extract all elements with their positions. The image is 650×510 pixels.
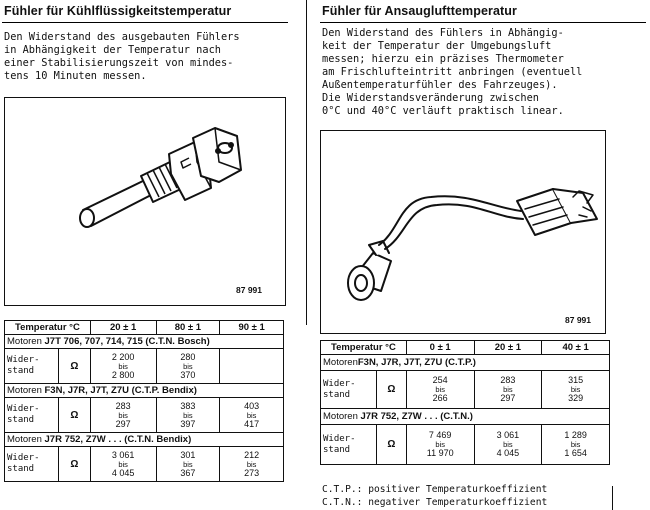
engine-label	[5, 335, 284, 349]
engine-row	[5, 335, 284, 349]
temp-col-header: 80 ± 1	[156, 321, 220, 335]
temperature-header: Temperatur °C	[5, 321, 91, 335]
engine-codes: J7R 752, Z7W . . . (C.T.N.)	[360, 411, 473, 422]
ohm-unit: Ω	[58, 447, 90, 482]
engine-prefix: Motoren	[323, 357, 358, 368]
engine-row	[5, 433, 284, 447]
engine-codes: J7T 706, 707, 714, 715 (C.T.N. Bosch)	[44, 336, 210, 347]
resistance-row	[5, 447, 284, 482]
left-para-line: einer Stabilisierungszeit von mindes-	[4, 57, 234, 69]
temp-col-header: 20 ± 1	[474, 341, 542, 355]
temp-col-header: 40 ± 1	[542, 341, 610, 355]
resistance-value: 280 bis 370	[156, 349, 220, 384]
coolant-sensor-table	[4, 320, 284, 482]
left-para-line: Den Widerstand des ausgebauten Fühlers	[4, 31, 240, 43]
label-line: stand	[7, 366, 35, 376]
resistance-label	[5, 447, 59, 482]
resistance-row	[321, 425, 610, 465]
label-line: Wider-	[7, 453, 40, 463]
engine-codes: F3N, J7R, J7T, Z7U (C.T.P. Bendix)	[44, 385, 197, 396]
label-line: stand	[323, 389, 351, 400]
air-sensor-table	[320, 340, 610, 465]
left-paragraph	[4, 31, 240, 83]
engine-prefix: Motoren	[323, 411, 361, 422]
engine-row	[5, 384, 284, 398]
footnote-ctn: C.T.N.: negativer Temperaturkoeffizient	[322, 497, 548, 508]
resistance-row	[321, 371, 610, 409]
resistance-value: 315 bis 329	[542, 371, 610, 409]
resistance-value: 283 bis 297	[90, 398, 156, 433]
resistance-label	[321, 371, 377, 409]
page-edge-mark	[612, 486, 613, 510]
engine-codes: J7R 752, Z7W . . . (C.T.N. Bendix)	[44, 434, 192, 445]
engine-label	[5, 433, 284, 447]
coolant-sensor-drawing	[5, 98, 285, 305]
right-para-line: messen; hierzu ein präzises Thermometer	[322, 53, 564, 65]
resistance-value: 3 061 bis 4 045	[474, 425, 542, 465]
air-sensor-drawing	[321, 131, 605, 333]
resistance-value: 3 061 bis 4 045	[90, 447, 156, 482]
table-header-row	[321, 341, 610, 355]
label-line: Wider-	[323, 378, 356, 389]
resistance-value: 403 bis 417	[220, 398, 284, 433]
resistance-value: 7 469 bis 11 970	[406, 425, 474, 465]
engine-label	[321, 355, 610, 371]
left-figure-number: 87 991	[236, 285, 262, 295]
engine-row	[321, 409, 610, 425]
engine-prefix: Motoren	[7, 434, 45, 445]
label-line: stand	[323, 444, 351, 455]
resistance-value: 212 bis 273	[220, 447, 284, 482]
air-sensor-figure	[320, 130, 606, 334]
engine-label	[321, 409, 610, 425]
left-heading-rule	[2, 22, 288, 23]
table-header-row	[5, 321, 284, 335]
coolant-sensor-figure	[4, 97, 286, 306]
resistance-value: 1 289 bis 1 654	[542, 425, 610, 465]
ohm-unit: Ω	[376, 425, 406, 465]
label-line: Wider-	[7, 355, 40, 365]
resistance-row	[5, 349, 284, 384]
right-para-line: keit der Temperatur der Umgebungsluft	[322, 40, 552, 52]
ohm-unit: Ω	[376, 371, 406, 409]
resistance-row	[5, 398, 284, 433]
engine-row	[321, 355, 610, 371]
resistance-label	[321, 425, 377, 465]
footnote-ctp: C.T.P.: positiver Temperaturkoeffizient	[322, 484, 548, 495]
right-para-line: am Frischlufteintritt anbringen (eventuell	[322, 66, 583, 78]
right-para-line: Die Widerstandsveränderung zwischen	[322, 92, 539, 104]
temp-col-header: 20 ± 1	[90, 321, 156, 335]
engine-prefix: Motoren	[7, 336, 45, 347]
right-paragraph	[322, 27, 582, 118]
ohm-unit: Ω	[58, 349, 90, 384]
right-figure-number: 87 991	[565, 315, 591, 325]
resistance-label	[5, 398, 59, 433]
resistance-value: 301 bis 367	[156, 447, 220, 482]
right-heading-rule	[320, 22, 646, 23]
resistance-value	[220, 349, 284, 384]
left-para-line: in Abhängigkeit der Temperatur nach	[4, 44, 221, 56]
temp-col-header: 90 ± 1	[220, 321, 284, 335]
resistance-value: 383 bis 397	[156, 398, 220, 433]
right-para-line: Den Widerstand des Fühlers in Abhängig-	[322, 27, 564, 39]
left-heading: Fühler für Kühlflüssigkeitstemperatur	[4, 4, 232, 18]
temp-col-header: 0 ± 1	[406, 341, 474, 355]
temperature-header: Temperatur °C	[321, 341, 407, 355]
right-heading: Fühler für Ansauglufttemperatur	[322, 4, 518, 18]
resistance-value: 283 bis 297	[474, 371, 542, 409]
label-line: Wider-	[7, 404, 40, 414]
engine-label	[5, 384, 284, 398]
engine-codes: F3N, J7R, J7T, Z7U (C.T.P.)	[357, 357, 476, 368]
label-line: stand	[7, 464, 35, 474]
right-para-line: Außentemperaturfühler des Fahrzeuges).	[322, 79, 558, 91]
left-para-line: tens 10 Minuten messen.	[4, 70, 147, 82]
resistance-label	[5, 349, 59, 384]
resistance-value: 254 bis 266	[406, 371, 474, 409]
ohm-unit: Ω	[58, 398, 90, 433]
label-line: stand	[7, 415, 35, 425]
resistance-value: 2 200 bis 2 800	[90, 349, 156, 384]
engine-prefix: Motoren	[7, 385, 45, 396]
right-para-line: 0°C und 40°C verläuft praktisch linear.	[322, 105, 564, 117]
column-separator	[306, 0, 307, 325]
label-line: Wider-	[323, 433, 356, 444]
